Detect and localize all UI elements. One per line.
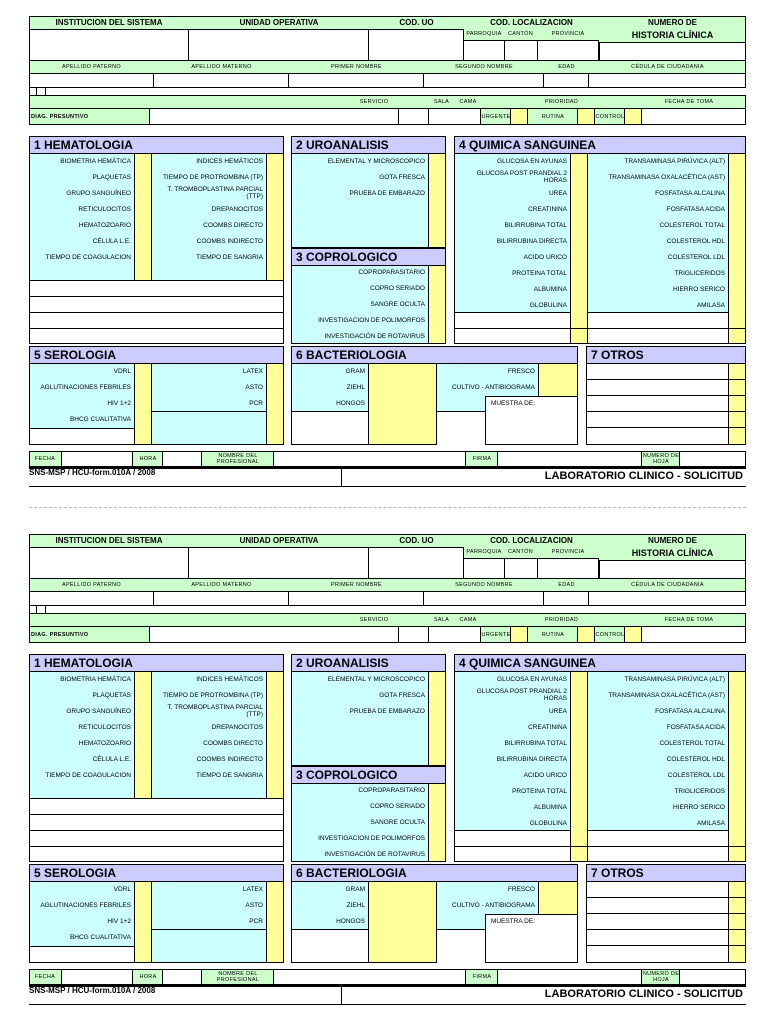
otros-check-col[interactable] [728, 881, 746, 963]
provincia-label: PROVINCIA [551, 549, 585, 555]
sala-label: SALA [433, 617, 450, 623]
historia-field[interactable] [599, 560, 746, 579]
hema-left-item: PLAQUETAS [92, 173, 131, 181]
quim-right-item: COLESTEROL LDL [667, 771, 725, 779]
grid-line [454, 846, 746, 847]
copro-item: INVESTIGACION DE POLIMORFOS [318, 316, 425, 324]
serologia-header: 5 SEROLOGIA [29, 346, 284, 364]
control-checkbox[interactable] [624, 626, 642, 643]
sero-left-item: BHCG CUALITATIVA [69, 415, 131, 423]
historia-label: HISTORIA CLÍNICA [631, 30, 714, 40]
quim-right-check-col[interactable] [728, 671, 746, 862]
bact-right-item: CULTIVO - ANTIBIOGRAMA [452, 383, 535, 391]
sero-extra-right[interactable] [151, 411, 267, 445]
quim-left-item: ALBUMINA [533, 285, 567, 293]
firma-field[interactable] [497, 451, 642, 467]
coprologico-header: 3 COPROLOGICO [291, 766, 446, 784]
quimica-header: 4 QUIMICA SANGUINEA [454, 654, 746, 672]
grid-line [454, 328, 746, 329]
footer-divider [341, 468, 342, 487]
copro-item: SANGRE OCULTA [370, 300, 425, 308]
quim-right-item: TRANSAMINASA OXALACÉTICA (AST) [608, 173, 725, 181]
hema-left-item: GRUPO SANGUÍNEO [66, 707, 131, 715]
bact-right-item: MUESTRA DE: [490, 399, 535, 407]
footer-divider [341, 986, 342, 1005]
numero-hoja-field[interactable] [679, 451, 746, 467]
quim-left-item: GLOBULINA [529, 301, 567, 309]
grid-line [29, 846, 284, 847]
nombre-prof-label: NOMBRE DEL PROFESIONAL [216, 970, 260, 983]
lab-request-form-1 [29, 16, 746, 506]
canton-field[interactable] [504, 40, 538, 61]
quim-left-item: GLUCOSA EN AYUNAS [497, 675, 567, 683]
otros-check-col[interactable] [728, 363, 746, 445]
sala-field[interactable] [398, 108, 429, 125]
cod-uo-label: COD. UO [399, 17, 434, 27]
quimica-header: 4 QUIMICA SANGUINEA [454, 136, 746, 154]
grid-line [29, 296, 284, 297]
hema-right-item: T. TROMBOPLASTINA PARCIAL (TTP) [167, 704, 263, 718]
institucion-label: INSTITUCION DEL SISTEMA [55, 17, 163, 27]
quim-right-item: FOSFATASA ALCALINA [655, 707, 725, 715]
hema-right-item: COOMBS INDIRECTO [196, 755, 263, 763]
bact-left-item: HONGOS [336, 399, 365, 407]
hema-right-item: DREPANOCITOS [211, 723, 263, 731]
quim-left-item: ACIDO URICO [523, 771, 567, 779]
canton-label: CANTÓN [507, 31, 534, 37]
quim-right-item: TRANSAMINASA PIRÚVICA (ALT) [624, 157, 725, 165]
hema-left-item: TIEMPO DE COAGULACION [45, 771, 131, 779]
bact-left-check-col[interactable] [368, 363, 437, 445]
uro-item: ELEMENTAL Y MICROSCOPICO [327, 675, 425, 683]
fecha-label: FECHA [34, 974, 56, 980]
hema-left-item: BIOMETRIA HEMÁTICA [60, 157, 131, 165]
hema-right-item: TIEMPO DE PROTROMBINA (TP) [162, 691, 263, 699]
copro-item: INVESTIGACIÓN DE ROTAVIRUS [324, 850, 425, 858]
grid-line [29, 312, 284, 313]
apellido-paterno-field[interactable] [29, 73, 154, 88]
bact-left-check-col[interactable] [368, 881, 437, 963]
canton-field[interactable] [504, 558, 538, 579]
copro-item: COPRO SERIADO [370, 802, 425, 810]
sero-left-check-col[interactable] [134, 881, 152, 963]
sero-left-item: VDRL [113, 885, 131, 893]
hema-left-item: HEMATOZOARIO [78, 739, 131, 747]
rutina-label: RUTINA [541, 631, 565, 638]
fecha-toma-field[interactable] [641, 108, 746, 125]
quim-left-item: GLOBULINA [529, 819, 567, 827]
hema-right-item: COOMBS INDIRECTO [196, 237, 263, 245]
segundo-nombre-field[interactable] [423, 73, 544, 88]
sero-right-item: LATEX [242, 367, 263, 375]
quim-left-item: UREA [548, 707, 567, 715]
quim-left-check-col[interactable] [570, 671, 588, 862]
uro-check-col[interactable] [428, 153, 446, 248]
grid-line [29, 814, 284, 815]
quim-left-item: ACIDO URICO [523, 253, 567, 261]
canton-label: CANTÓN [507, 549, 534, 555]
prioridad-label: PRIORIDAD [544, 99, 579, 105]
uroanalisis-header: 2 UROANALISIS [291, 136, 446, 154]
hema-left-item: PLAQUETAS [92, 691, 131, 699]
hora-field[interactable] [162, 451, 202, 467]
cod-loc-label: COD. LOCALIZACION [490, 535, 573, 545]
otros-header: 7 OTROS [586, 346, 746, 364]
copro-item: COPROPARASITARIO [358, 786, 425, 794]
fecha-toma-label: FECHA DE TOMA [664, 99, 714, 105]
numero-de-label: NUMERO DE [648, 18, 697, 27]
edad-label: EDAD [558, 64, 575, 70]
hema-right-item: COOMBS DIRECTO [203, 739, 263, 747]
apellido-paterno-label: APELLIDO PATERNO [62, 582, 121, 588]
copro-item: SANGRE OCULTA [370, 818, 425, 826]
segundo-nombre-field[interactable] [423, 591, 544, 606]
grid-line [586, 929, 746, 930]
sero-right-item: ASTO [245, 901, 263, 909]
hema-right-check-col[interactable] [266, 153, 284, 281]
segundo-nombre-label: SEGUNDO NOMBRE [455, 64, 513, 70]
sero-right-item: ASTO [245, 383, 263, 391]
hema-left-item: CÉLULA L.E. [92, 237, 131, 245]
edad-label: EDAD [558, 582, 575, 588]
quim-right-item: TRIGLICERIDOS [674, 269, 725, 277]
quim-right-item: FOSFATASA ACIDA [666, 205, 725, 213]
servicio-label: SERVICIO [359, 99, 389, 105]
hema-left-item: CÉLULA L.E. [92, 755, 131, 763]
unidad-field[interactable] [188, 29, 369, 61]
nombre-prof-label: NOMBRE DEL PROFESIONAL [216, 452, 260, 465]
numero-hoja-label: NUMERO DE HOJA [642, 452, 680, 465]
institucion-label: INSTITUCION DEL SISTEMA [55, 535, 163, 545]
primer-nombre-label: PRIMER NOMBRE [331, 582, 382, 588]
bact-right-item: CULTIVO - ANTIBIOGRAMA [452, 901, 535, 909]
sero-left-check-col[interactable] [134, 363, 152, 445]
bacteriologia-header: 6 BACTERIOLOGIA [291, 346, 578, 364]
unidad-label: UNIDAD OPERATIVA [239, 17, 319, 27]
nombre-prof-field[interactable] [273, 451, 466, 467]
historia-field[interactable] [599, 42, 746, 61]
cod-uo-field[interactable] [368, 547, 464, 579]
copro-item: COPRO SERIADO [370, 284, 425, 292]
parroquia-field[interactable] [463, 558, 505, 579]
sero-left-item: AGLUTINACIONES FEBRILES [40, 383, 131, 391]
hema-left-item: RETICULOCITOS [78, 723, 131, 731]
sero-right-item: PCR [249, 917, 263, 925]
quim-right-item: TRIGLICERIDOS [674, 787, 725, 795]
primer-nombre-field[interactable] [288, 591, 424, 606]
lab-request-form-2 [29, 534, 746, 1024]
quim-right-item: TRANSAMINASA PIRÚVICA (ALT) [624, 675, 725, 683]
sero-extra-left[interactable] [29, 428, 135, 445]
coprologico-header: 3 COPROLOGICO [291, 248, 446, 266]
bacteriologia-header: 6 BACTERIOLOGIA [291, 864, 578, 882]
hema-left-item: RETICULOCITOS [78, 205, 131, 213]
otros-header: 7 OTROS [586, 864, 746, 882]
sero-left-item: HIV 1+2 [107, 917, 131, 925]
copro-item: COPROPARASITARIO [358, 268, 425, 276]
urgente-label: URGENTE [481, 113, 511, 120]
apellido-paterno-field[interactable] [29, 591, 154, 606]
firma-field[interactable] [497, 969, 642, 985]
quim-right-check-col[interactable] [728, 153, 746, 344]
hema-left-item: BIOMETRIA HEMÁTICA [60, 675, 131, 683]
quim-right-item: HIERRO SERICO [672, 285, 725, 293]
quim-left-item: UREA [548, 189, 567, 197]
bact-left-item: ZIEHL [346, 901, 365, 909]
hema-right-check-col[interactable] [266, 671, 284, 799]
hema-right-item: TIEMPO DE PROTROMBINA (TP) [162, 173, 263, 181]
control-label: CONTROL [595, 113, 625, 120]
sala-field[interactable] [398, 626, 429, 643]
rutina-checkbox[interactable] [577, 626, 595, 643]
uro-check-col[interactable] [428, 671, 446, 766]
grid-line [586, 379, 746, 380]
urgente-checkbox[interactable] [510, 626, 528, 643]
diag-label: DIAG. PRESUNTIVO [31, 631, 89, 638]
cod-loc-label: COD. LOCALIZACION [490, 17, 573, 27]
cedula-field[interactable] [588, 591, 746, 606]
quim-left-item: BILIRRUBINA DIRECTA [496, 755, 567, 763]
hema-right-item: T. TROMBOPLASTINA PARCIAL (TTP) [167, 186, 263, 200]
sero-left-item: BHCG CUALITATIVA [69, 933, 131, 941]
grid-line [586, 395, 746, 396]
firma-label: FIRMA [472, 974, 492, 980]
parroquia-field[interactable] [463, 40, 505, 61]
edad-field[interactable] [543, 591, 589, 606]
bact-left-item: GRAM [345, 885, 365, 893]
quim-right-item: TRANSAMINASA OXALACÉTICA (AST) [608, 691, 725, 699]
hora-label: HORA [139, 974, 157, 980]
quim-left-item: GLUCOSA POST PRANDIAL 2 HORAS [476, 688, 567, 702]
cama-field[interactable] [428, 108, 481, 125]
uro-item: GOTA FRESCA [379, 173, 425, 181]
quim-right-item: COLESTEROL LDL [667, 253, 725, 261]
quim-left-item: CREATININA [528, 205, 567, 213]
quim-right-item: FOSFATASA ALCALINA [655, 189, 725, 197]
control-checkbox[interactable] [624, 108, 642, 125]
bact-extra-left[interactable] [291, 411, 369, 445]
apellido-materno-field[interactable] [153, 591, 289, 606]
quim-left-item: GLUCOSA POST PRANDIAL 2 HORAS [476, 170, 567, 184]
cedula-label: CÉDULA DE CIUDADANIA [631, 582, 704, 588]
sero-right-check-col[interactable] [266, 881, 284, 963]
copro-item: INVESTIGACION DE POLIMORFOS [318, 834, 425, 842]
grid-line [29, 328, 284, 329]
hema-right-item: TIEMPO DE SANGRIA [196, 771, 263, 779]
control-label: CONTROL [595, 631, 625, 638]
quim-left-item: BILIRRUBINA TOTAL [504, 221, 567, 229]
diag-field[interactable] [149, 108, 399, 125]
cod-uo-field[interactable] [368, 29, 464, 61]
primer-nombre-label: PRIMER NOMBRE [331, 64, 382, 70]
hema-right-item: INDICES HEMÁTICOS [196, 675, 263, 683]
copro-check-col[interactable] [428, 265, 446, 344]
bact-right-item: FRESCO [507, 367, 535, 375]
grid-line [586, 427, 746, 428]
hema-right-item: TIEMPO DE SANGRIA [196, 253, 263, 261]
uro-item: PRUEBA DE EMBARAZO [349, 707, 425, 715]
fecha-field[interactable] [61, 451, 133, 467]
hema-right-item: COOMBS DIRECTO [203, 221, 263, 229]
hema-left-check-col[interactable] [134, 153, 152, 281]
provincia-label: PROVINCIA [551, 31, 585, 37]
parroquia-label: PARROQUIA [466, 549, 502, 555]
quim-right-item: COLESTEROL TOTAL [659, 739, 725, 747]
sero-right-check-col[interactable] [266, 363, 284, 445]
quim-right-item: AMILASA [696, 819, 725, 827]
sero-right-item: LATEX [242, 885, 263, 893]
quim-left-item: PROTEINA TOTAL [512, 269, 567, 277]
cut-line [29, 507, 746, 508]
primer-nombre-field[interactable] [288, 73, 424, 88]
urgente-checkbox[interactable] [510, 108, 528, 125]
sero-extra-left[interactable] [29, 946, 135, 963]
copro-item: INVESTIGACIÓN DE ROTAVIRUS [324, 332, 425, 340]
quim-right-item: AMILASA [696, 301, 725, 309]
form-code: SNS-MSP / HCU-form.010A / 2008 [29, 468, 156, 477]
grid-line [29, 830, 284, 831]
bact-right-check-col[interactable] [538, 881, 578, 915]
grid-line [586, 897, 746, 898]
otros-body[interactable] [586, 881, 746, 963]
hematologia-header: 1 HEMATOLOGIA [29, 136, 284, 154]
cod-uo-label: COD. UO [399, 535, 434, 545]
otros-body[interactable] [586, 363, 746, 445]
quim-left-item: CREATININA [528, 723, 567, 731]
quim-left-item: BILIRRUBINA DIRECTA [496, 237, 567, 245]
bact-right-item: MUESTRA DE: [490, 917, 535, 925]
form-code: SNS-MSP / HCU-form.010A / 2008 [29, 986, 156, 995]
fecha-toma-label: FECHA DE TOMA [664, 617, 714, 623]
nombre-prof-field[interactable] [273, 969, 466, 985]
sero-left-item: HIV 1+2 [107, 399, 131, 407]
unidad-field[interactable] [188, 547, 369, 579]
sero-left-item: AGLUTINACIONES FEBRILES [40, 901, 131, 909]
bact-left-item: HONGOS [336, 917, 365, 925]
fecha-field[interactable] [61, 969, 133, 985]
rutina-label: RUTINA [541, 113, 565, 120]
grid-line [586, 411, 746, 412]
sala-label: SALA [433, 99, 450, 105]
numero-hoja-label: NUMERO DE HOJA [642, 970, 680, 983]
bact-left-item: GRAM [345, 367, 365, 375]
numero-de-label: NUMERO DE [648, 536, 697, 545]
form-title: LABORATORIO CLINICO - SOLICITUD [544, 470, 743, 482]
uro-item: ELEMENTAL Y MICROSCOPICO [327, 157, 425, 165]
parroquia-label: PARROQUIA [466, 31, 502, 37]
quim-left-item: ALBUMINA [533, 803, 567, 811]
grid-line [586, 913, 746, 914]
hema-left-item: TIEMPO DE COAGULACION [45, 253, 131, 261]
sero-right-item: PCR [249, 399, 263, 407]
institucion-field[interactable] [29, 547, 189, 579]
uroanalisis-header: 2 UROANALISIS [291, 654, 446, 672]
sero-extra-right[interactable] [151, 929, 267, 963]
apellido-materno-field[interactable] [153, 73, 289, 88]
servicio-label: SERVICIO [359, 617, 389, 623]
fecha-toma-field[interactable] [641, 626, 746, 643]
cama-label: CAMA [459, 617, 477, 623]
bact-right-check-col[interactable] [538, 363, 578, 397]
hora-field[interactable] [162, 969, 202, 985]
diag-label: DIAG. PRESUNTIVO [31, 113, 89, 120]
institucion-field[interactable] [29, 29, 189, 61]
quim-right-item: COLESTEROL TOTAL [659, 221, 725, 229]
fecha-label: FECHA [34, 456, 56, 462]
copro-check-col[interactable] [428, 783, 446, 862]
hematologia-header: 1 HEMATOLOGIA [29, 654, 284, 672]
segundo-nombre-label: SEGUNDO NOMBRE [455, 582, 513, 588]
quim-right-item: FOSFATASA ACIDA [666, 723, 725, 731]
quim-left-check-col[interactable] [570, 153, 588, 344]
provincia-field[interactable] [537, 558, 599, 579]
hema-right-item: INDICES HEMÁTICOS [196, 157, 263, 165]
provincia-field[interactable] [537, 40, 599, 61]
hema-left-item: GRUPO SANGUÍNEO [66, 189, 131, 197]
apellido-materno-label: APELLIDO MATERNO [191, 64, 252, 70]
diag-field[interactable] [149, 626, 399, 643]
urgente-label: URGENTE [481, 631, 511, 638]
hora-label: HORA [139, 456, 157, 462]
hema-right-item: DREPANOCITOS [211, 205, 263, 213]
edad-field[interactable] [543, 73, 589, 88]
numero-hoja-field[interactable] [679, 969, 746, 985]
serologia-header: 5 SEROLOGIA [29, 864, 284, 882]
bact-extra-left[interactable] [291, 929, 369, 963]
prioridad-label: PRIORIDAD [544, 617, 579, 623]
bact-right-item: FRESCO [507, 885, 535, 893]
quim-left-item: PROTEINA TOTAL [512, 787, 567, 795]
bact-left-item: ZIEHL [346, 383, 365, 391]
apellido-materno-label: APELLIDO MATERNO [191, 582, 252, 588]
uro-item: PRUEBA DE EMBARAZO [349, 189, 425, 197]
cedula-field[interactable] [588, 73, 746, 88]
firma-label: FIRMA [472, 456, 492, 462]
quim-right-item: HIERRO SERICO [672, 803, 725, 811]
hema-left-item: HEMATOZOARIO [78, 221, 131, 229]
quim-right-item: COLESTEROL HDL [666, 237, 725, 245]
unidad-label: UNIDAD OPERATIVA [239, 535, 319, 545]
quim-left-item: BILIRRUBINA TOTAL [504, 739, 567, 747]
cama-label: CAMA [459, 99, 477, 105]
apellido-paterno-label: APELLIDO PATERNO [62, 64, 121, 70]
cama-field[interactable] [428, 626, 481, 643]
grid-line [586, 945, 746, 946]
historia-label: HISTORIA CLÍNICA [631, 548, 714, 558]
rutina-checkbox[interactable] [577, 108, 595, 125]
hema-left-check-col[interactable] [134, 671, 152, 799]
uro-item: GOTA FRESCA [379, 691, 425, 699]
quim-right-item: COLESTEROL HDL [666, 755, 725, 763]
form-title: LABORATORIO CLINICO - SOLICITUD [544, 988, 743, 1000]
sero-left-item: VDRL [113, 367, 131, 375]
cedula-label: CÉDULA DE CIUDADANIA [631, 64, 704, 70]
quim-left-item: GLUCOSA EN AYUNAS [497, 157, 567, 165]
